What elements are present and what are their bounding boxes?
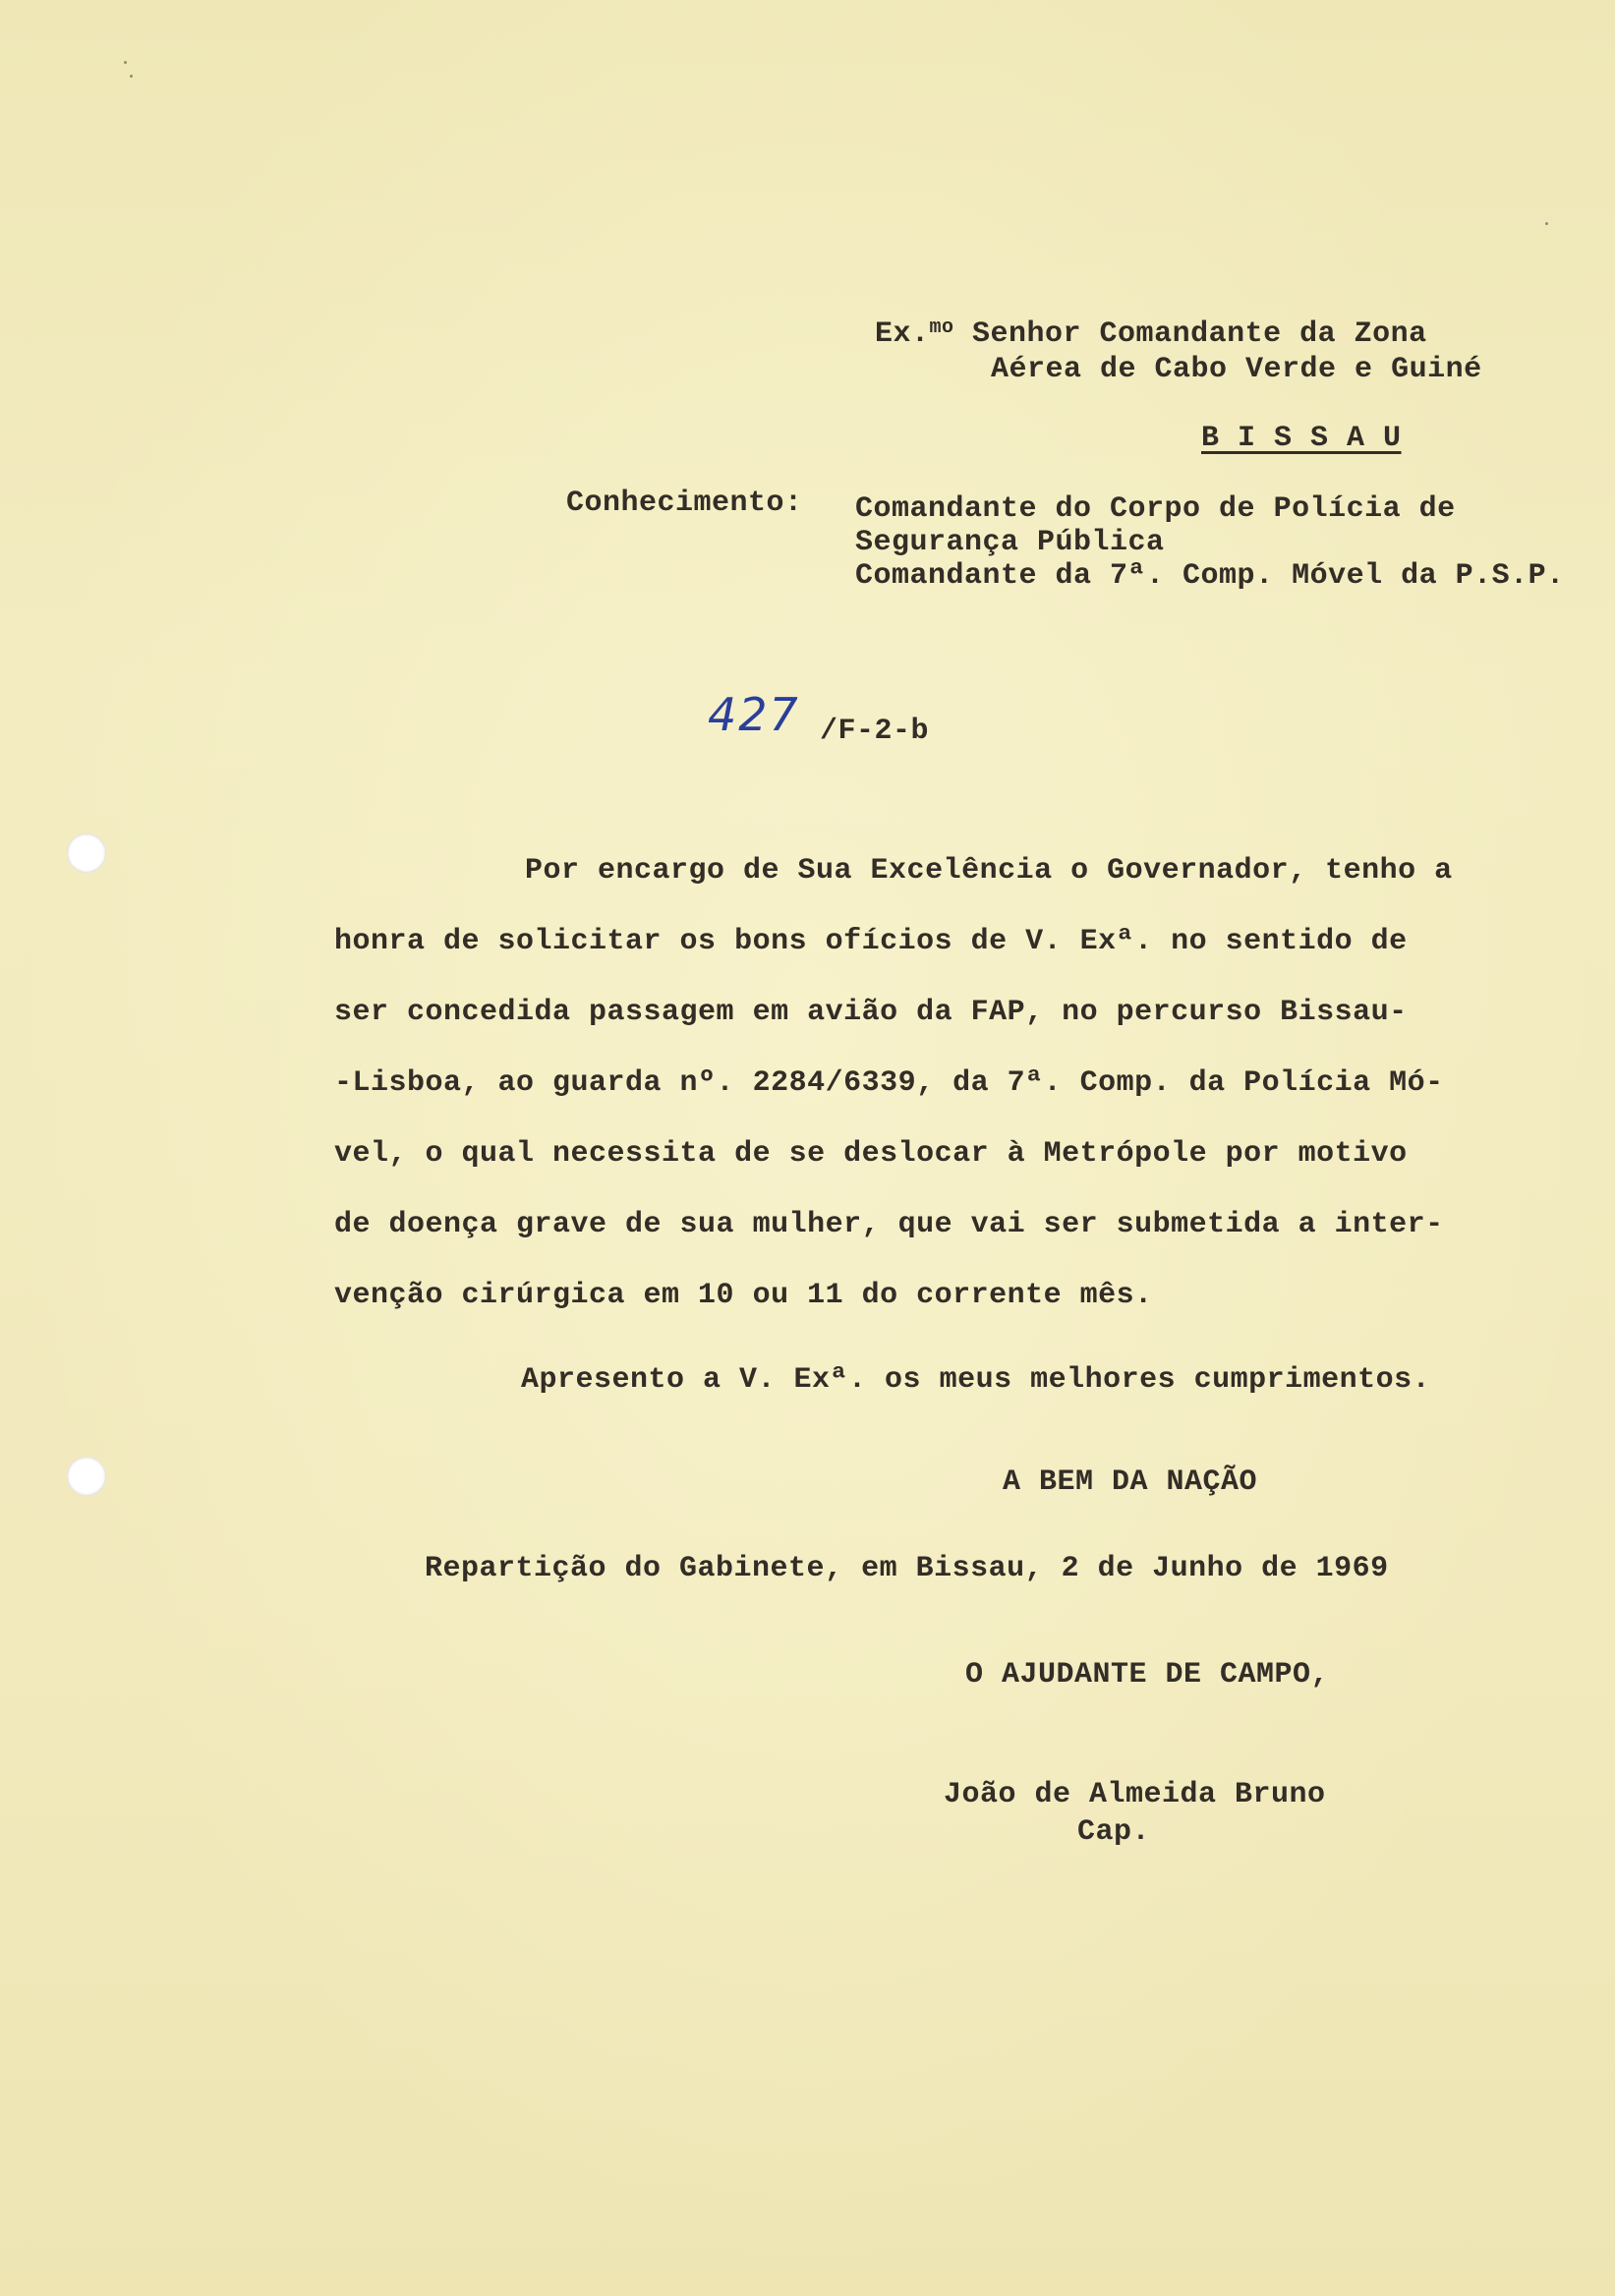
punch-hole-top	[67, 833, 106, 873]
body-line-1: Por encargo de Sua Excelência o Governador, tenho a	[525, 854, 1453, 888]
body-line-6: de doença grave de sua mulher, que vai ser submetida a inter-	[334, 1208, 1444, 1241]
body-line-3: ser concedida passagem em avião da FAP, no percurso Bissau-	[334, 996, 1408, 1029]
closing-line: Apresento a V. Exª. os meus melhores cumprimentos.	[521, 1363, 1431, 1397]
knowledge-line-3: Comandante da 7ª. Comp. Móvel da P.S.P.	[855, 559, 1565, 593]
addressee-title-superscript: mo	[929, 316, 954, 339]
motto: A BEM DA NAÇÃO	[1003, 1465, 1258, 1499]
paper-speck	[130, 75, 133, 78]
body-line-5: vel, o qual necessita de se deslocar à Metrópole por motivo	[334, 1137, 1408, 1171]
signatory-rank: Cap.	[1077, 1815, 1151, 1849]
paper-speck	[1545, 222, 1548, 225]
knowledge-line-2: Segurança Pública	[855, 526, 1165, 559]
addressee-rest: Senhor Comandante da Zona	[953, 317, 1427, 351]
body-line-2: honra de solicitar os bons ofícios de V. Exª. no sentido de	[334, 925, 1408, 958]
punch-hole-bottom	[67, 1457, 106, 1496]
reference-code: /F-2-b	[820, 715, 930, 748]
addressee-line-2: Aérea de Cabo Verde e Guiné	[991, 353, 1482, 386]
handwritten-reference-number: 427	[708, 688, 800, 741]
addressee-city: B I S S A U	[1201, 422, 1402, 455]
knowledge-line-1: Comandante do Corpo de Polícia de	[855, 492, 1456, 526]
addressee-line-1	[875, 316, 1427, 352]
knowledge-label: Conhecimento:	[566, 487, 803, 520]
paper-speck	[124, 61, 127, 64]
body-line-4: -Lisboa, ao guarda nº. 2284/6339, da 7ª. Comp. da Polícia Mó-	[334, 1066, 1444, 1100]
body-line-7: venção cirúrgica em 10 ou 11 do corrente mês.	[334, 1279, 1153, 1312]
place-date: Repartição do Gabinete, em Bissau, 2 de Junho de 1969	[425, 1552, 1389, 1585]
signatory-name: João de Almeida Bruno	[944, 1778, 1326, 1811]
addressee-title: Ex.	[875, 317, 930, 351]
signatory-role: O AJUDANTE DE CAMPO,	[965, 1658, 1330, 1692]
